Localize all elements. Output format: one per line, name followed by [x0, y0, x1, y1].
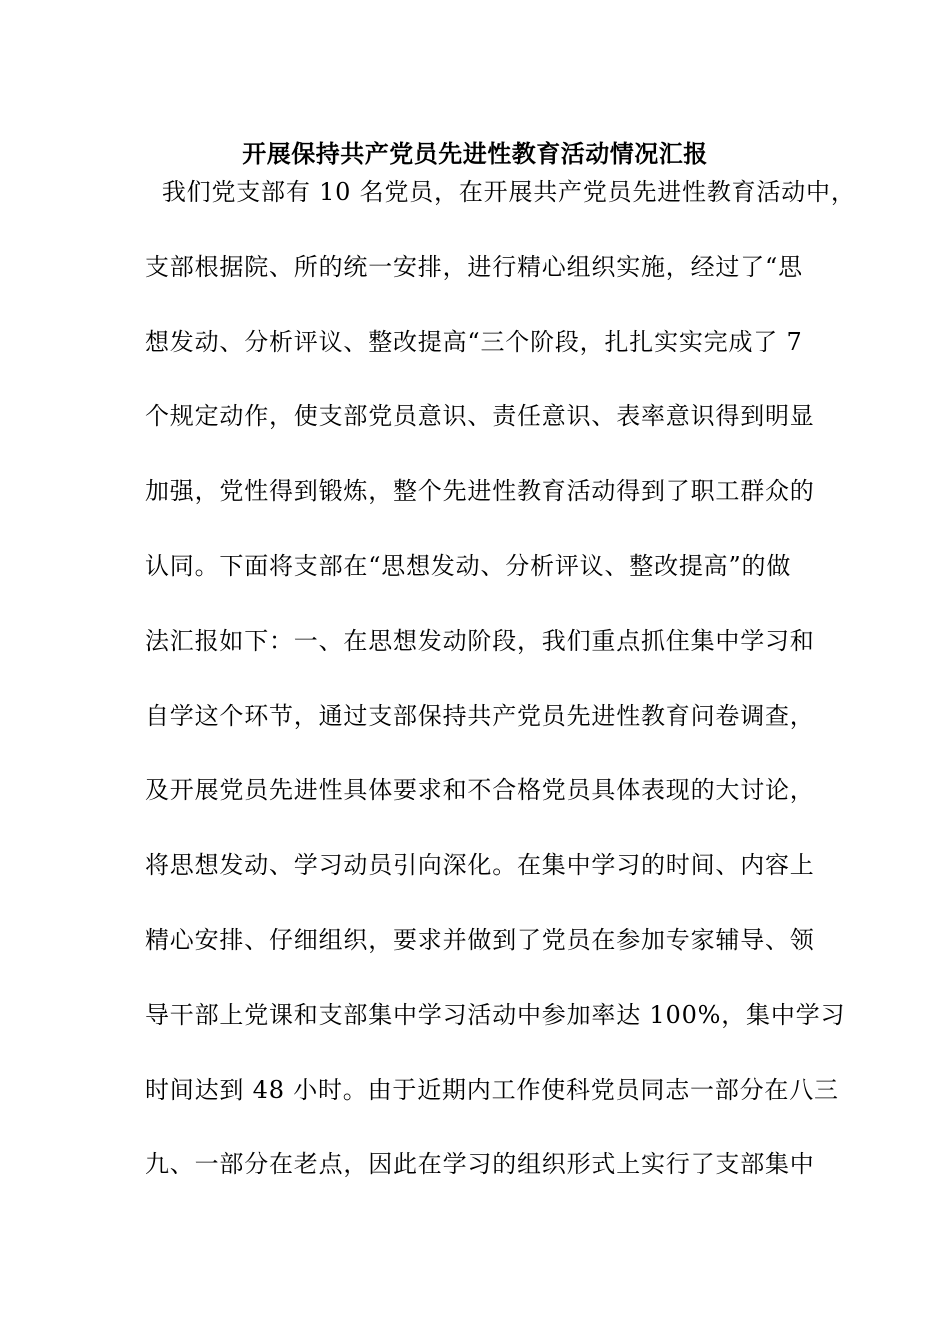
document-title: 开展保持共产党员先进性教育活动情况汇报 [242, 139, 708, 168]
body-line-10: 将思想发动、学习动员引向深化。在集中学习的时间、内容上 [145, 851, 815, 880]
body-line-3: 想发动、分析评议、整改提高“三个阶段，扎扎实实完成了 7 [145, 327, 803, 356]
document-body [145, 174, 856, 1221]
body-line-6: 认同。下面将支部在“思想发动、分析评议、整改提高”的做 [145, 551, 792, 580]
body-line-5: 加强，党性得到锻炼，整个先进性教育活动得到了职工群众的 [145, 477, 815, 506]
body-line-13: 时间达到 48 小时。由于近期内工作使科党员同志一部分在八三 [145, 1075, 839, 1104]
body-line-14: 九、一部分在老点，因此在学习的组织形式上实行了支部集中 [145, 1150, 815, 1179]
body-line-11: 精心安排、仔细组织，要求并做到了党员在参加专家辅导、领 [145, 925, 815, 954]
body-line-7: 法汇报如下：一、在思想发动阶段，我们重点抓住集中学习和 [145, 626, 815, 655]
body-line-2: 支部根据院、所的统一安排，进行精心组织实施，经过了“思 [145, 252, 803, 281]
body-line-9: 及开展党员先进性具体要求和不合格党员具体表现的大讨论， [145, 776, 815, 805]
body-line-1: 我们党支部有 10 名党员，在开展共产党员先进性教育活动中， [145, 178, 856, 206]
body-line-8: 自学这个环节，通过支部保持共产党员先进性教育问卷调查， [145, 701, 815, 730]
body-line-4: 个规定动作，使支部党员意识、责任意识、表率意识得到明显 [145, 402, 815, 431]
body-line-12: 导干部上党课和支部集中学习活动中参加率达 100%，集中学习 [145, 1000, 846, 1029]
